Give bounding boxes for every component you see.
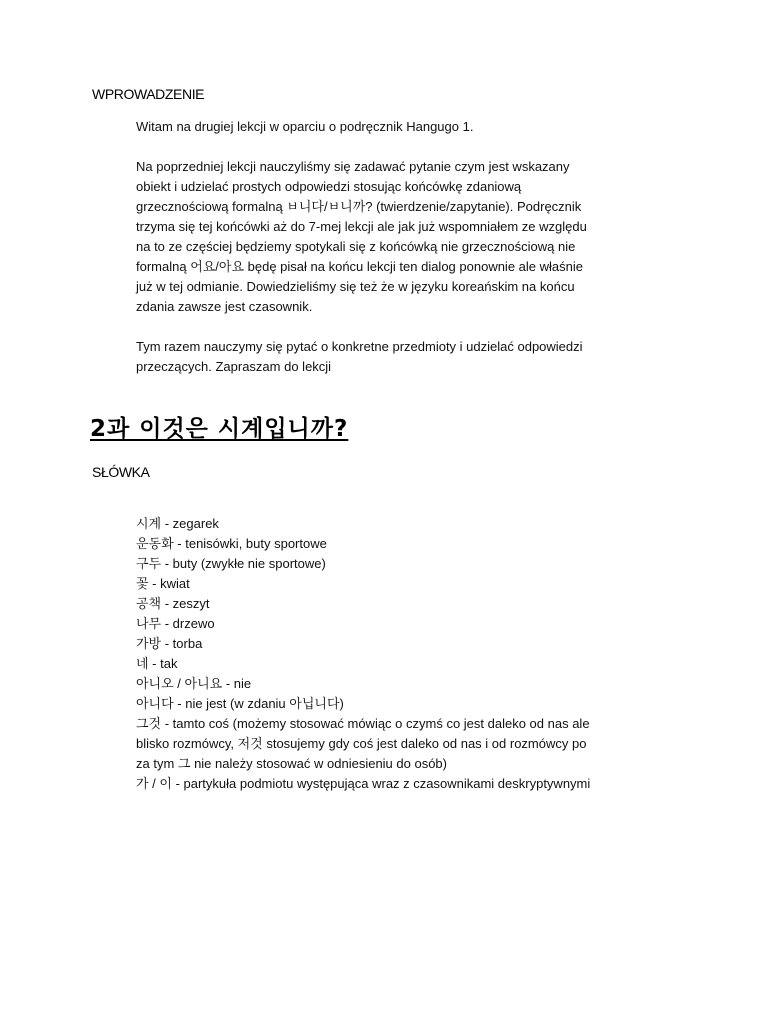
intro-section	[136, 117, 676, 377]
lesson-title: 2과 이것은 시계입니까?	[90, 416, 349, 442]
vocab-list	[136, 514, 696, 794]
vocab-item: 아니다 - nie jest (w zdaniu 아닙니다)	[136, 696, 344, 711]
vocab-heading: SŁÓWKA	[92, 464, 150, 480]
vocab-item: 나무 - drzewo	[136, 616, 215, 631]
vocab-item: 가 / 이 - partykuła podmiotu występująca wraz z czasownikami deskryptywnymi	[136, 776, 591, 791]
vocab-item: 운동화 - tenisówki, buty sportowe	[136, 536, 327, 551]
vocab-item: 시계 - zegarek	[136, 516, 219, 531]
vocab-item: 꽃 - kwiat	[136, 576, 190, 591]
vocab-item: 아니오 / 아니요 - nie	[136, 676, 252, 691]
intro-paragraph-1: Witam na drugiej lekcji w oparciu o podręcznik Hangugo 1.	[136, 119, 474, 134]
vocab-item: 공책 - zeszyt	[136, 596, 210, 611]
vocab-item: 네 - tak	[136, 656, 178, 671]
intro-paragraph-3: Tym razem nauczymy się pytać o konkretne przedmioty i udzielać odpowiedzi przeczących. Zapraszam do lekcji	[136, 339, 583, 374]
vocab-item: 가방 - torba	[136, 636, 203, 651]
intro-heading: WPROWADZENIE	[92, 86, 205, 102]
vocab-item: 구두 - buty (zwykłe nie sportowe)	[136, 556, 326, 571]
vocab-item: 그것 - tamto coś (możemy stosować mówiąc o czymś co jest daleko od nas ale blisko rozmówcy, 저것 stosujemy gdy coś jest daleko od nas i od rozmówcy po za tym 그 nie należy stosować w odniesieniu do osób)	[136, 716, 590, 771]
intro-paragraph-2: Na poprzedniej lekcji nauczyliśmy się zadawać pytanie czym jest wskazany obiekt i udzielać prostych odpowiedzi stosując końcówkę zdaniową grzecznościową formalną ㅂ니다/ㅂ니까? (twierdzenie/zapytanie). Podręcznik trzyma się tej końcówki aż do 7-mej lekcji ale jak już wspomniałem ze względu na to ze częściej będziemy spotykali się z końcówką nie grzecznościową nie formalną 어요/아요 będę pisał na końcu lekcji ten dialog ponownie ale właśnie już w tej odmianie. Dowiedzieliśmy się też że w języku koreańskim na końcu zdania zawsze jest czasownik.	[136, 159, 587, 314]
